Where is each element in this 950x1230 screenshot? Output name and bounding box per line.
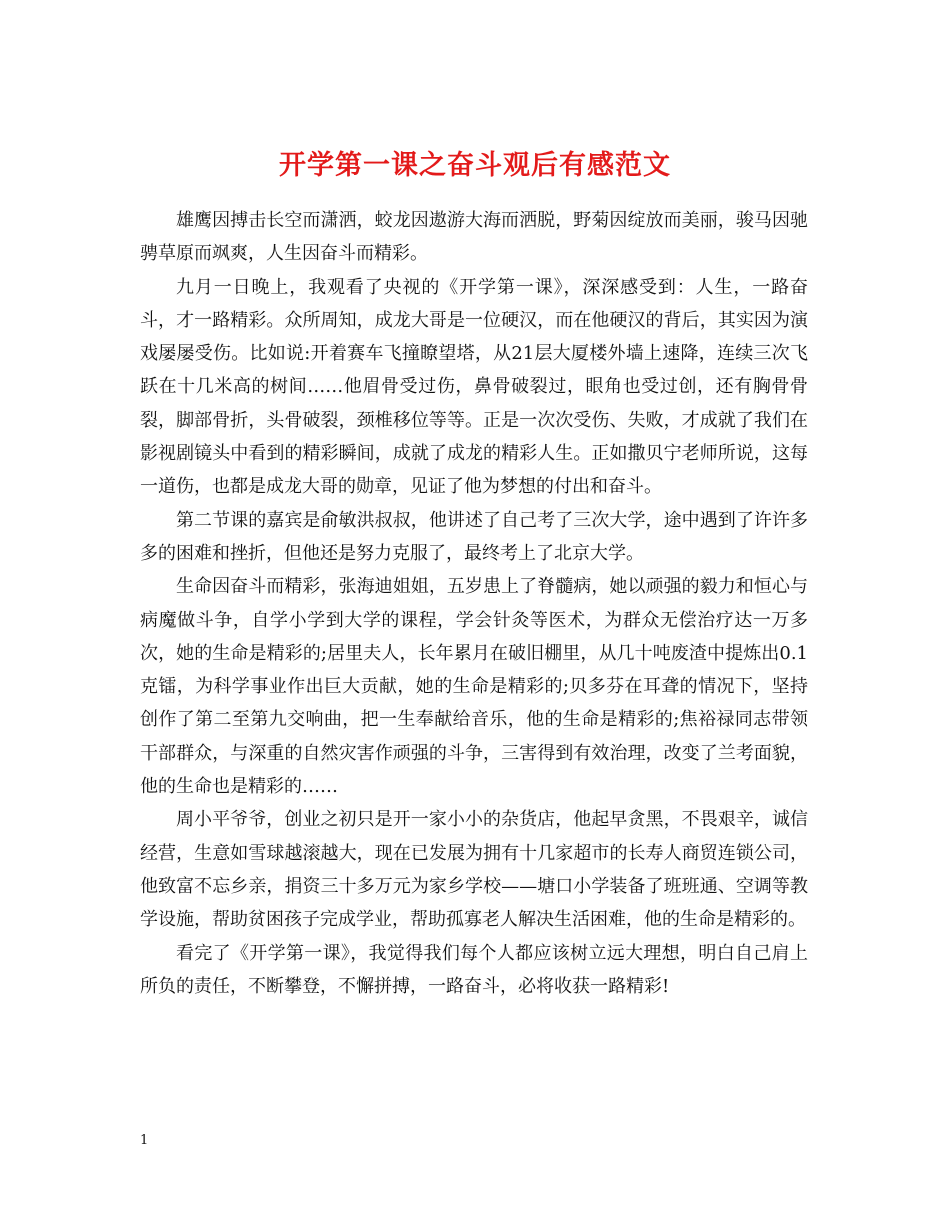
page-number: 1 bbox=[140, 1133, 149, 1148]
document-body bbox=[140, 204, 808, 1003]
paragraph-4: 生命因奋斗而精彩，张海迪姐姐，五岁患上了脊髓病，她以顽强的毅力和恒心与病魔做斗争，自学小学到大学的课程，学会针灸等医术，为群众无偿治疗达一万多次，她的生命是精彩的;居里夫人，长年累月在破旧棚里，从几十吨废渣中提炼出0.1克镭，为科学事业作出巨大贡献，她的生命是精彩的;贝多芬在耳聋的情况下，坚持创作了第二至第九交响曲，把一生奉献给音乐，他的生命是精彩的;焦裕禄同志带领干部群众，与深重的自然灾害作顽强的斗争，三害得到有效治理，改变了兰考面貌，他的生命也是精彩的…… bbox=[140, 576, 808, 798]
paragraph-5: 周小平爷爷，创业之初只是开一家小小的杂货店，他起早贪黑，不畏艰辛，诚信经营，生意如雪球越滚越大，现在已发展为拥有十几家超市的长寿人商贸连锁公司，他致富不忘乡亲，捐资三十多万元为家乡学校——塘口小学装备了班班通、空调等教学设施，帮助贫困孩子完成学业，帮助孤寡老人解决生活困难，他的生命是精彩的。 bbox=[140, 809, 808, 931]
paragraph-2: 九月一日晚上，我观看了央视的《开学第一课》，深深感受到：人生，一路奋斗，才一路精彩。众所周知，成龙大哥是一位硬汉，而在他硬汉的背后，其实因为演戏屡屡受伤。比如说:开着赛车飞撞瞭望塔，从21层大厦楼外墙上速降，连续三次飞跃在十几米高的树间……他眉骨受过伤，鼻骨破裂过，眼角也受过创，还有胸骨骨裂，脚部骨折，头骨破裂，颈椎移位等等。正是一次次受伤、失败，才成就了我们在影视剧镜头中看到的精彩瞬间，成就了成龙的精彩人生。正如撒贝宁老师所说，这每一道伤，也都是成龙大哥的勋章，见证了他为梦想的付出和奋斗。 bbox=[140, 276, 808, 498]
paragraph-3: 第二节课的嘉宾是俞敏洪叔叔，他讲述了自己考了三次大学，途中遇到了许许多多的困难和挫折，但他还是努力克服了，最终考上了北京大学。 bbox=[140, 509, 808, 564]
paragraph-1: 雄鹰因搏击长空而潇洒，蛟龙因遨游大海而洒脱，野菊因绽放而美丽，骏马因驰骋草原而飒爽，人生因奋斗而精彩。 bbox=[140, 210, 808, 265]
document-title: 开学第一课之奋斗观后有感范文 bbox=[279, 150, 671, 182]
paragraph-6: 看完了《开学第一课》，我觉得我们每个人都应该树立远大理想，明白自己肩上所负的责任，不断攀登，不懈拼搏，一路奋斗，必将收获一路精彩! bbox=[140, 942, 808, 997]
